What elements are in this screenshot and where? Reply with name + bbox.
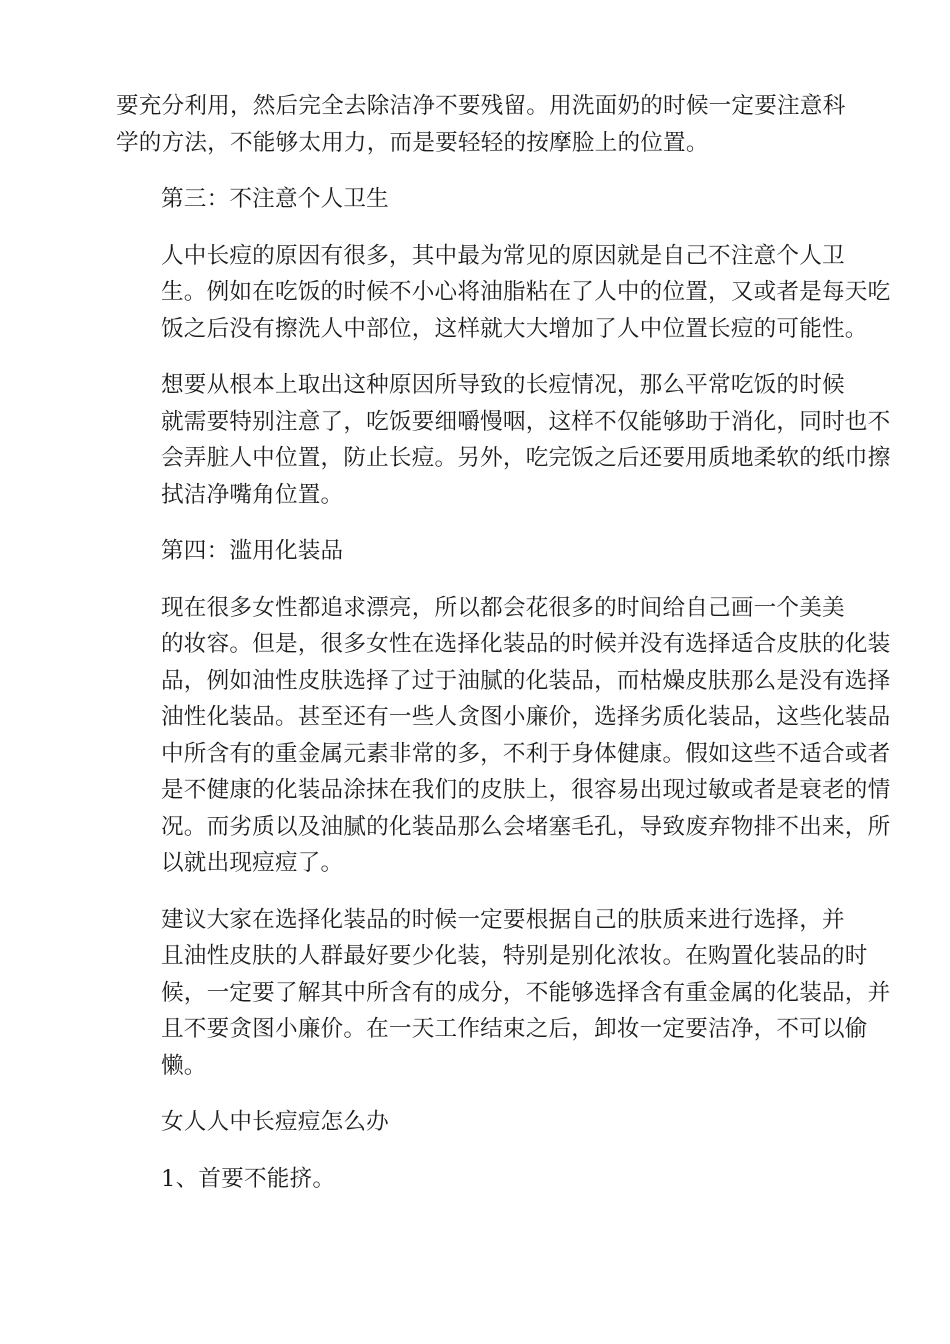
text-line: 是不健康的化装品涂抹在我们的皮肤上，很容易出现过敏或者是衰老的情 (161, 777, 891, 803)
paragraph-cosmetics-cause (116, 590, 891, 882)
text-line: 想要从根本上取出这种原因所导致的长痘情况，那么平常吃饭的时候 (161, 372, 845, 398)
text-line: 饭之后没有擦洗人中部位，这样就大大增加了人中位置长痘的可能性。 (161, 315, 868, 342)
text-line: 品，例如油性皮肤选择了过于油腻的化装品，而枯燥皮肤那么是没有选择 (161, 667, 891, 694)
text-line: 生。例如在吃饭的时候不小心将油脂粘在了人中的位置，又或者是每天吃 (161, 279, 891, 305)
text-line: 且油性皮肤的人群最好要少化装，特别是别化浓妆。在购置化装品的时 (161, 943, 868, 969)
text-line: 且不要贪图小廉价。在一天工作结束之后，卸妆一定要洁净，不可以偷 (161, 1016, 868, 1042)
text-line: 的妆容。但是，很多女性在选择化装品的时候并没有选择适合皮肤的化装 (161, 631, 891, 657)
paragraph-hygiene-advice (116, 367, 891, 513)
text-line: 学的方法，不能够太用力，而是要轻轻的按摩脸上的位置。 (116, 129, 709, 156)
paragraph-cleansing-method (116, 88, 846, 161)
text-line: 第四：滥用化装品 (161, 538, 344, 564)
text-line: 拭洁净嘴角位置。 (161, 481, 344, 508)
paragraph-cosmetics-advice (116, 902, 891, 1085)
text-line: 会弄脏人中位置，防止长痘。另外，吃完饭之后还要用质地柔软的纸巾擦 (161, 445, 891, 471)
text-line: 油性化装品。甚至还有一些人贪图小廉价，选择劣质化装品，这些化装品 (161, 704, 891, 730)
text-line: 人中长痘的原因有很多，其中最为常见的原因就是自己不注意个人卫 (161, 242, 845, 269)
heading-fourth-reason (116, 533, 836, 570)
paragraph-hygiene-cause (116, 238, 891, 348)
text-line: 以就出现痘痘了。 (161, 850, 344, 876)
text-line: 要充分利用，然后完全去除洁净不要残留。用洗面奶的时候一定要注意科 (116, 93, 846, 119)
heading-third-reason (116, 181, 836, 218)
text-line: 候，一定要了解其中所含有的成分，不能够选择含有重金属的化装品，并 (161, 979, 891, 1006)
text-line: 懒。 (161, 1052, 207, 1079)
document-page (116, 88, 891, 1217)
text-line: 况。而劣质以及油腻的化装品那么会堵塞毛孔，导致废弃物排不出来，所 (161, 813, 891, 840)
section-heading-what-to-do (116, 1104, 836, 1141)
list-item-first-tip (116, 1161, 836, 1198)
text-line: 建议大家在选择化装品的时候一定要根据自己的肤质来进行选择，并 (161, 906, 845, 933)
text-line: 现在很多女性都追求漂亮，所以都会花很多的时间给自己画一个美美 (161, 594, 845, 621)
text-line: 就需要特别注意了，吃饭要细嚼慢咽，这样不仅能够助于消化，同时也不 (161, 408, 891, 435)
text-line: 第三：不注意个人卫生 (161, 186, 389, 212)
text-line: 中所含有的重金属元素非常的多，不利于身体健康。假如这些不适合或者 (161, 740, 891, 767)
text-line: 女人人中长痘痘怎么办 (161, 1109, 389, 1135)
text-line: 1、首要不能挤。 (161, 1165, 336, 1192)
